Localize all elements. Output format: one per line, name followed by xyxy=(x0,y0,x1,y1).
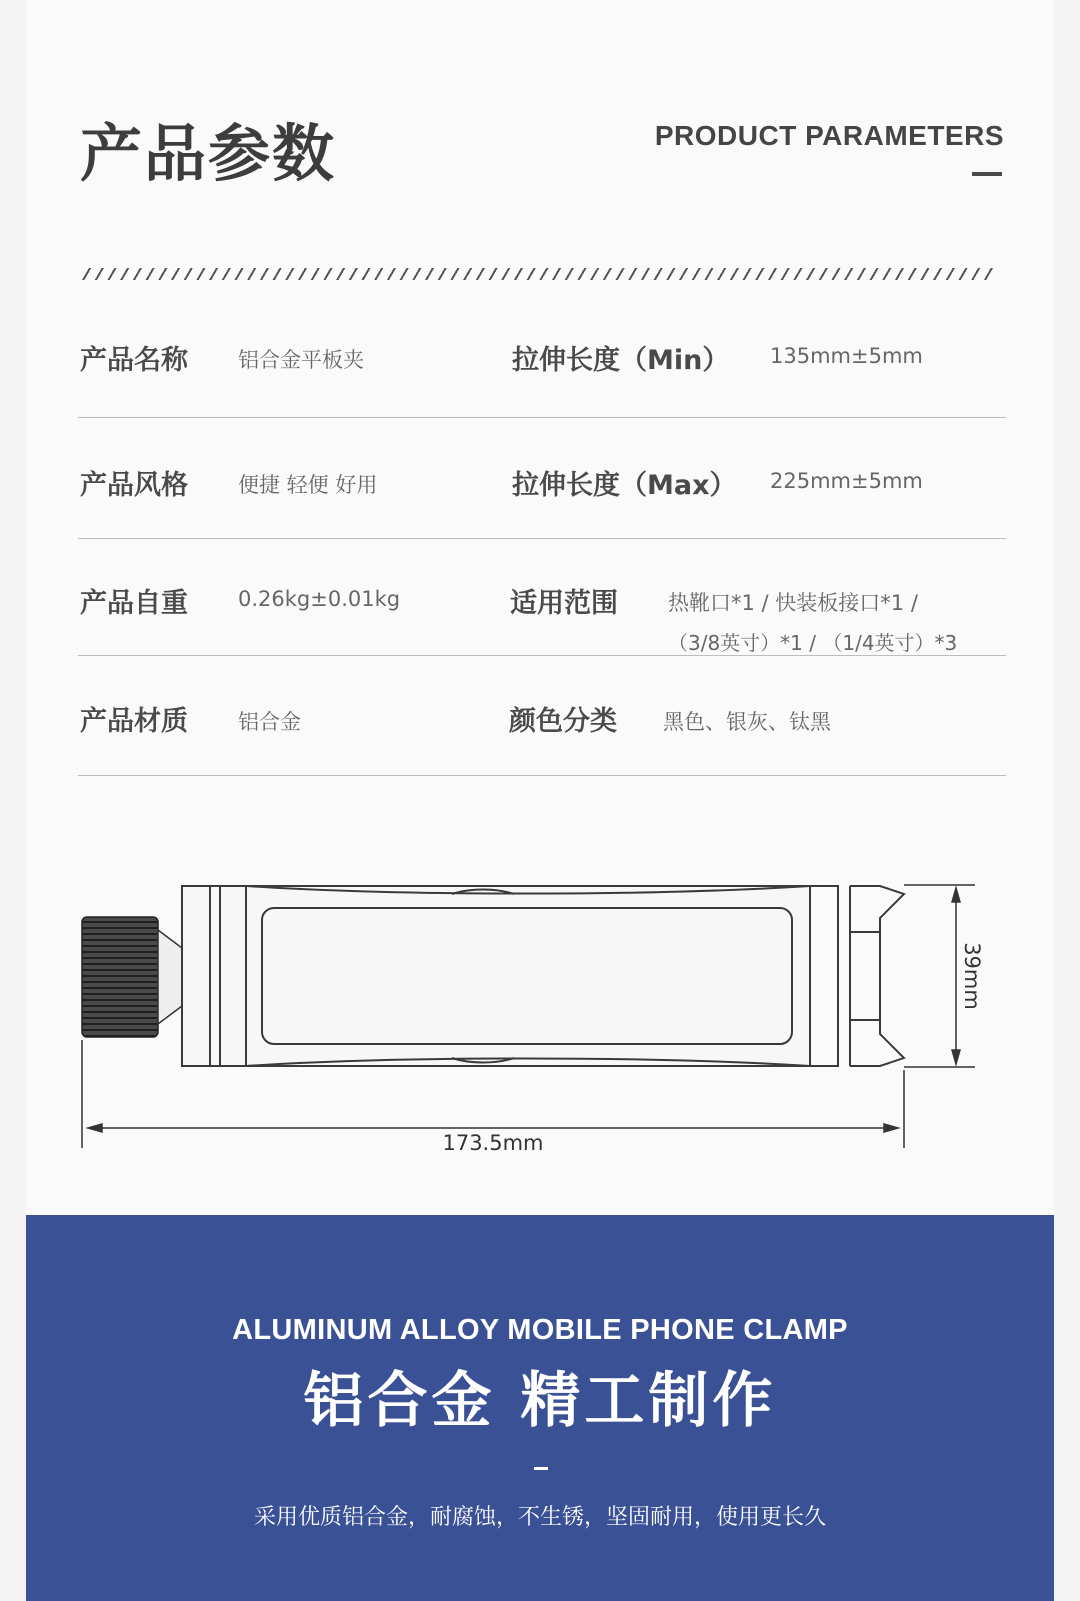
param-label-stretch-min: 拉伸长度（Min） xyxy=(512,345,730,376)
height-dimension-label: 39mm xyxy=(960,942,984,1010)
banner-title-en: ALUMINUM ALLOY MOBILE PHONE CLAMP xyxy=(232,1314,848,1346)
param-label-name: 产品名称 xyxy=(80,345,188,376)
row-divider xyxy=(78,417,1006,418)
width-dimension-label: 173.5mm xyxy=(442,1131,544,1155)
param-value-scope-line1: 热靴口*1 / 快装板接口*1 / xyxy=(668,591,918,615)
banner-dash xyxy=(534,1467,548,1470)
param-value-stretch-min: 135mm±5mm xyxy=(770,344,923,368)
param-label-weight: 产品自重 xyxy=(80,588,188,619)
title-underline xyxy=(972,172,1002,176)
feature-banner xyxy=(26,1215,1054,1601)
banner-description: 采用优质铝合金，耐腐蚀，不生锈，坚固耐用，使用更长久 xyxy=(253,1505,826,1530)
param-value-color: 黑色、银灰、钛黑 xyxy=(663,710,831,734)
param-value-material: 铝合金 xyxy=(238,710,301,734)
param-value-style: 便捷 轻便 好用 xyxy=(238,473,378,497)
param-value-stretch-max: 225mm±5mm xyxy=(770,469,923,493)
param-label-material: 产品材质 xyxy=(80,706,188,737)
param-label-color: 颜色分类 xyxy=(509,706,617,737)
section-title-en: PRODUCT PARAMETERS xyxy=(654,120,1004,151)
clamp-dimension-drawing xyxy=(0,880,1080,1200)
section-title-cn: 产品参数 xyxy=(80,117,337,190)
param-value-scope-line2: （3/8英寸）*1 / （1/4英寸）*3 xyxy=(668,631,958,655)
clamp-body xyxy=(182,886,904,1066)
row-divider xyxy=(78,775,1006,776)
param-label-stretch-max: 拉伸长度（Max） xyxy=(512,470,737,501)
param-value-weight: 0.26kg±0.01kg xyxy=(238,587,401,611)
row-divider xyxy=(78,655,1006,656)
param-label-scope: 适用范围 xyxy=(510,588,618,619)
banner-title-cn: 铝合金 精工制作 xyxy=(303,1366,777,1436)
row-divider xyxy=(78,538,1006,539)
knurled-knob xyxy=(82,917,182,1037)
hatch-divider xyxy=(82,268,996,280)
param-value-name: 铝合金平板夹 xyxy=(238,348,364,372)
param-label-style: 产品风格 xyxy=(80,470,188,501)
